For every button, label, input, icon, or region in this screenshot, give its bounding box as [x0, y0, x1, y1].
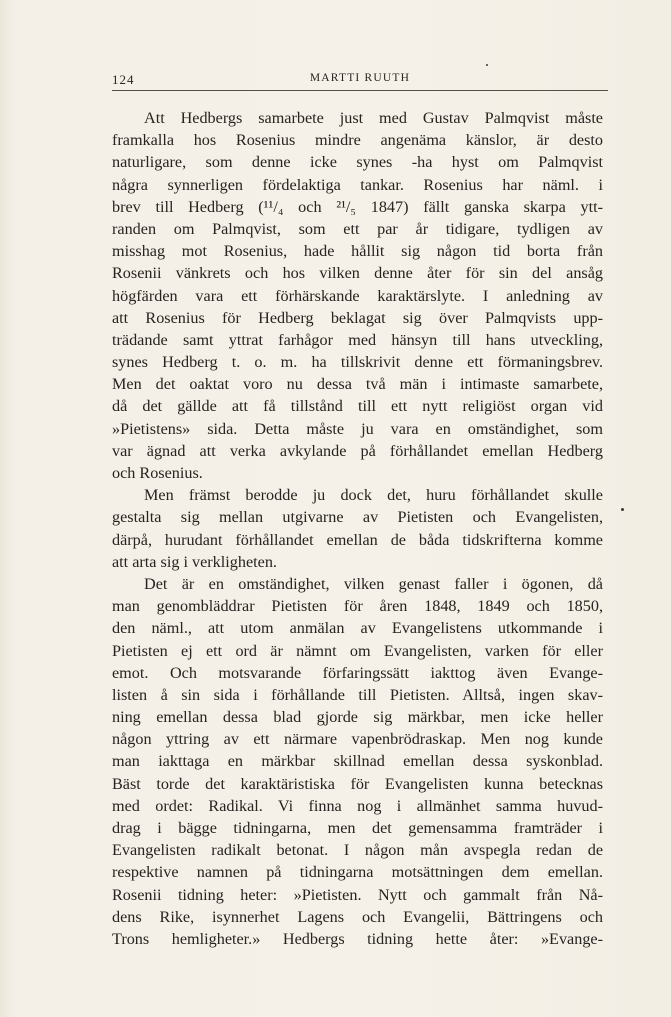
text-line: man iakttaga en märkbar skillnad emellan dessa syskonblad.: [112, 752, 603, 771]
margin-mark: [621, 508, 624, 511]
text-line: »Pietistens» sida. Detta måste ju vara en omständighet, som: [112, 419, 603, 438]
text-line: Rosenii vänkrets och hos vilken denne åter för sin del ansåg: [112, 264, 603, 283]
text-line: att arta sig i verkligheten.: [112, 552, 277, 571]
text-line: misshag mot Rosenius, hade hållit sig någon tid borta från: [112, 242, 603, 261]
text-line: Trons hemligheter.» Hedbergs tidning hette åter: »Evange-: [112, 929, 603, 948]
running-head: [112, 72, 608, 90]
text-line: man genombläddrar Pietisten för åren 1848, 1849 och 1850,: [112, 597, 603, 616]
text-line: med ordet: Radikal. Vi finna nog i allmänhet samma huvud-: [112, 796, 603, 815]
text-line: Men det oaktat voro nu dessa två män i intimaste samarbete,: [112, 375, 603, 394]
header-rule: [112, 90, 608, 91]
text-line: och Rosenius.: [112, 464, 203, 482]
text-line: Men främst berodde ju dock det, huru förhållandet skulle: [144, 486, 603, 505]
text-line: framkalla hos Rosenius mindre angenäma känslor, är desto: [112, 131, 603, 150]
page-speck: [486, 64, 488, 66]
text-line: Pietisten ej ett ord är nämnt om Evangelisten, varken för eller: [112, 641, 603, 660]
text-line: var ägnad att verka avkylande på förhållandet emellan Hedberg: [112, 441, 603, 460]
page-number: 124: [112, 72, 135, 87]
text-line: synes Hedberg t. o. m. ha tillskrivit denne ett förmaningsbrev.: [112, 353, 603, 372]
text-line: Det är en omständighet, vilken genast faller i ögonen, då: [144, 574, 603, 593]
text-line: emot. Och motsvarande förfaringssätt iakttog även Evange-: [112, 663, 603, 682]
text-line: dens Rike, isynnerhet Lagens och Evangelii, Bättringens och: [112, 907, 603, 926]
text-line: trädande samt yttrat farhågor med hänsyn till hans utveckling,: [112, 330, 603, 349]
text-line: Evangelisten radikalt betonat. I någon mån avspegla redan de: [112, 841, 603, 860]
running-title: MARTTI RUUTH: [309, 72, 411, 84]
text-line: högfärden vara ett förhärskande karaktärslyte. I anledning av: [112, 286, 603, 305]
text-line: randen om Palmqvist, som ett par år tidigare, tydligen av: [112, 219, 603, 238]
text-line: listen å sin sida i förhållande till Pietisten. Alltså, ingen skav-: [112, 685, 603, 704]
text-line: drag i bägge tidningarna, men det gemensamma framträder i: [112, 819, 603, 837]
text-line: därpå, hurudant förhållandet emellan de båda tidskrifterna komme: [112, 530, 603, 549]
body-text: [112, 107, 603, 950]
text-line: respektive namnen på tidningarna motsättningen dem emellan.: [112, 863, 603, 882]
text-line: Att Hedbergs samarbete just med Gustav Palmqvist måste: [144, 109, 603, 127]
text-line: brev till Hedberg (¹¹/₄ och ²¹/₅ 1847) fällt ganska skarpa ytt-: [112, 197, 603, 216]
text-line: gestalta sig mellan utgivarne av Pietisten och Evangelisten,: [112, 508, 603, 527]
text-line: några synnerligen fördelaktiga tankar. Rosenius har näml. i: [112, 175, 603, 194]
text-line: att Rosenius för Hedberg beklagat sig över Palmqvists upp-: [112, 308, 603, 327]
text-line: ning emellan dessa blad gjorde sig märkbar, men icke heller: [112, 708, 603, 727]
text-line: Rosenii tidning heter: »Pietisten. Nytt och gammalt från Nå-: [112, 885, 603, 904]
text-line: Bäst torde det karaktäristiska för Evangelisten kunna betecknas: [112, 774, 603, 793]
text-line: naturligare, som denne icke synes -ha hyst om Palmqvist: [112, 153, 603, 172]
text-line: den näml., att utom anmälan av Evangelistens utkommande i: [112, 619, 603, 638]
text-line: då det gällde att få tillstånd till ett nytt religiöst organ vid: [112, 397, 603, 416]
text-line: någon yttring av ett närmare vapenbrödraskap. Men nog kunde: [112, 730, 603, 749]
